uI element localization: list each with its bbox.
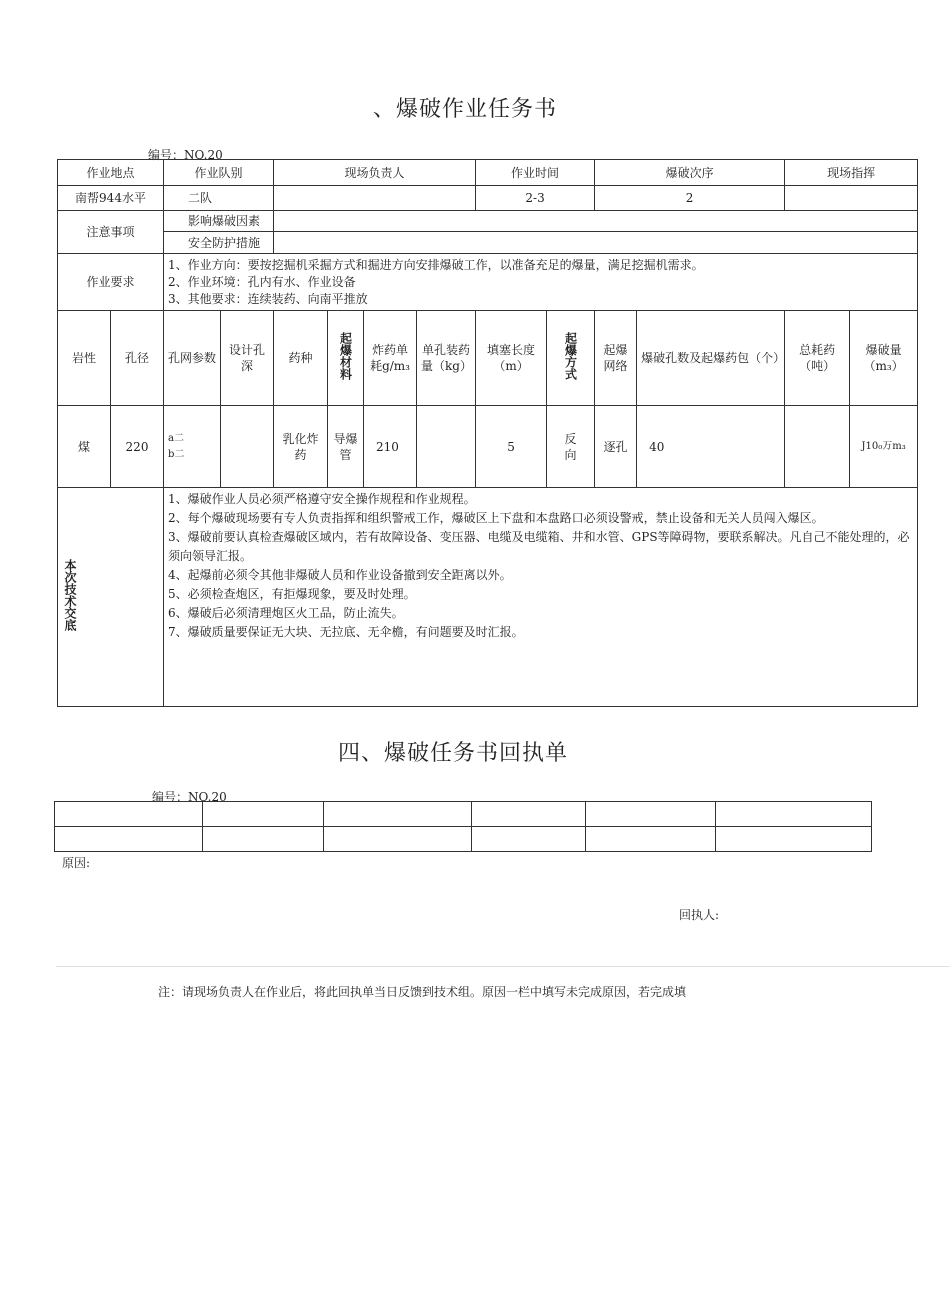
col-grid: 孔网参数 (164, 311, 221, 406)
col-rock: 岩性 (58, 311, 111, 406)
receipt-cell[interactable] (472, 802, 586, 827)
holes-value: 40 (637, 406, 785, 488)
factor-value (274, 211, 918, 232)
initiator-text: 起爆材料 (338, 332, 353, 380)
grid-a: a二 (168, 432, 184, 444)
header-sequence: 爆破次序 (595, 160, 785, 186)
grid-value (164, 406, 221, 488)
col-total: 总耗药（吨） (785, 311, 850, 406)
receipt-title: 四、爆破任务书回执单 (338, 741, 569, 766)
requirement-line: 2、作业环境：孔内有水、作业设备 (168, 274, 356, 289)
tech-line: 7、爆破质量要保证无大块、无拉底、无伞檐，有问题要及时汇报。 (168, 625, 524, 639)
requirements-text (164, 254, 918, 311)
col-holes: 爆破孔数及起爆药包（个） (637, 311, 785, 406)
tech-row (58, 488, 918, 707)
col-charge: 单孔装药量（kg） (417, 311, 476, 406)
requirement-line: 1、作业方向：要按挖掘机采掘方式和掘进方向安排爆破工作，以准备充足的爆量，满足挖掘机需求。 (168, 257, 704, 272)
receipt-cell[interactable] (586, 802, 716, 827)
stemming-value: 5 (476, 406, 547, 488)
notes-label: 注意事项 (58, 211, 164, 254)
header-team: 作业队别 (164, 160, 274, 186)
tech-line: 1、爆破作业人员必须严格遵守安全操作规程和作业规程。 (168, 492, 476, 506)
tech-label: 本次技术交底 (63, 559, 77, 631)
col-mode (547, 311, 595, 406)
receipt-cell[interactable] (203, 827, 324, 852)
info-row (58, 186, 918, 211)
col-explosive: 药种 (274, 311, 328, 406)
params-header-row (58, 311, 918, 406)
receipt-cell[interactable] (716, 827, 872, 852)
rock-value: 煤 (58, 406, 111, 488)
site-lead-value (274, 186, 476, 211)
divider (56, 966, 950, 967)
reason-label: 原因: (62, 856, 91, 870)
serial-number: 编号：NO.20 (148, 148, 223, 162)
header-row (58, 160, 918, 186)
receipt-cell[interactable] (55, 802, 203, 827)
task-table (57, 159, 918, 707)
explosive-value: 乳化炸药 (274, 406, 328, 488)
receipt-cell[interactable] (203, 802, 324, 827)
header-location: 作业地点 (58, 160, 164, 186)
sequence-value: 2 (595, 186, 785, 211)
total-value (785, 406, 850, 488)
requirement-line: 3、其他要求：连续装药、向南平推放 (168, 291, 368, 306)
page-title: 、爆破作业任务书 (373, 97, 558, 122)
col-stemming: 填塞长度（m） (476, 311, 547, 406)
tech-line: 5、必须检查炮区，有拒爆现象，要及时处理。 (168, 587, 416, 601)
charge-value (417, 406, 476, 488)
mode-text: 起爆方式 (563, 332, 578, 380)
grid-b: b二 (168, 448, 185, 460)
receipt-cell[interactable] (586, 827, 716, 852)
col-depth: 设计孔深 (221, 311, 274, 406)
factor-label: 影响爆破因素 (164, 211, 274, 232)
receipt-serial: 编号：NO.20 (152, 790, 227, 804)
mode-value (547, 406, 595, 488)
receipt-cell[interactable] (716, 802, 872, 827)
footer-note: 注：请现场负责人在作业后，将此回执单当日反馈到技术组。原因一栏中填写未完成原因，若完成填 (158, 985, 687, 999)
network-value: 逐孔 (595, 406, 637, 488)
team-value: 二队 (164, 186, 274, 211)
params-value-row (58, 406, 918, 488)
receipt-row (55, 802, 872, 827)
location-value: 南帮944水平 (58, 186, 164, 211)
tech-line: 2、每个爆破现场要有专人负责指挥和组织警戒工作，爆破区上下盘和本盘路口必须设警戒，禁止设备和无关人员闯入爆区。 (168, 511, 824, 525)
notes-row-2 (58, 232, 918, 254)
volume-value: J10₀万m₃ (850, 406, 918, 488)
mode-value-text: 反向 (564, 431, 577, 462)
receipt-row (55, 827, 872, 852)
receipt-cell[interactable] (472, 827, 586, 852)
col-consumption: 炸药单耗g/m₃ (364, 311, 417, 406)
receipt-cell[interactable] (324, 827, 472, 852)
tech-label-cell (58, 488, 164, 707)
tech-line: 4、起爆前必须令其他非爆破人员和作业设备撤到安全距离以外。 (168, 568, 512, 582)
time-value: 2-3 (476, 186, 595, 211)
tech-line: 3、爆破前要认真检查爆破区域内，若有故障设备、变压器、电缆及电缆箱、井和水管、GPS等障碍物，要联系解决。凡自己不能处理的，必须向领导汇报。 (168, 530, 910, 563)
tech-line: 6、爆破后必须清理炮区火工品，防止流失。 (168, 606, 404, 620)
header-commander: 现场指挥 (785, 160, 918, 186)
col-diameter: 孔径 (111, 311, 164, 406)
notes-row-1 (58, 211, 918, 232)
receipt-cell[interactable] (55, 827, 203, 852)
requirements-row (58, 254, 918, 311)
requirements-label: 作业要求 (58, 254, 164, 311)
safety-label: 安全防护措施 (164, 232, 274, 254)
tech-text (164, 488, 918, 707)
col-network: 起爆网络 (595, 311, 637, 406)
receipt-table (54, 801, 872, 852)
safety-value (274, 232, 918, 254)
receipt-cell[interactable] (324, 802, 472, 827)
commander-value (785, 186, 918, 211)
col-volume: 爆破量（m₃） (850, 311, 918, 406)
col-initiator (328, 311, 364, 406)
initiator-value: 导爆管 (328, 406, 364, 488)
depth-value (221, 406, 274, 488)
consumption-value: 210 (364, 406, 417, 488)
header-site-lead: 现场负责人 (274, 160, 476, 186)
diameter-value: 220 (111, 406, 164, 488)
receiver-label: 回执人: (679, 908, 720, 922)
header-time: 作业时间 (476, 160, 595, 186)
